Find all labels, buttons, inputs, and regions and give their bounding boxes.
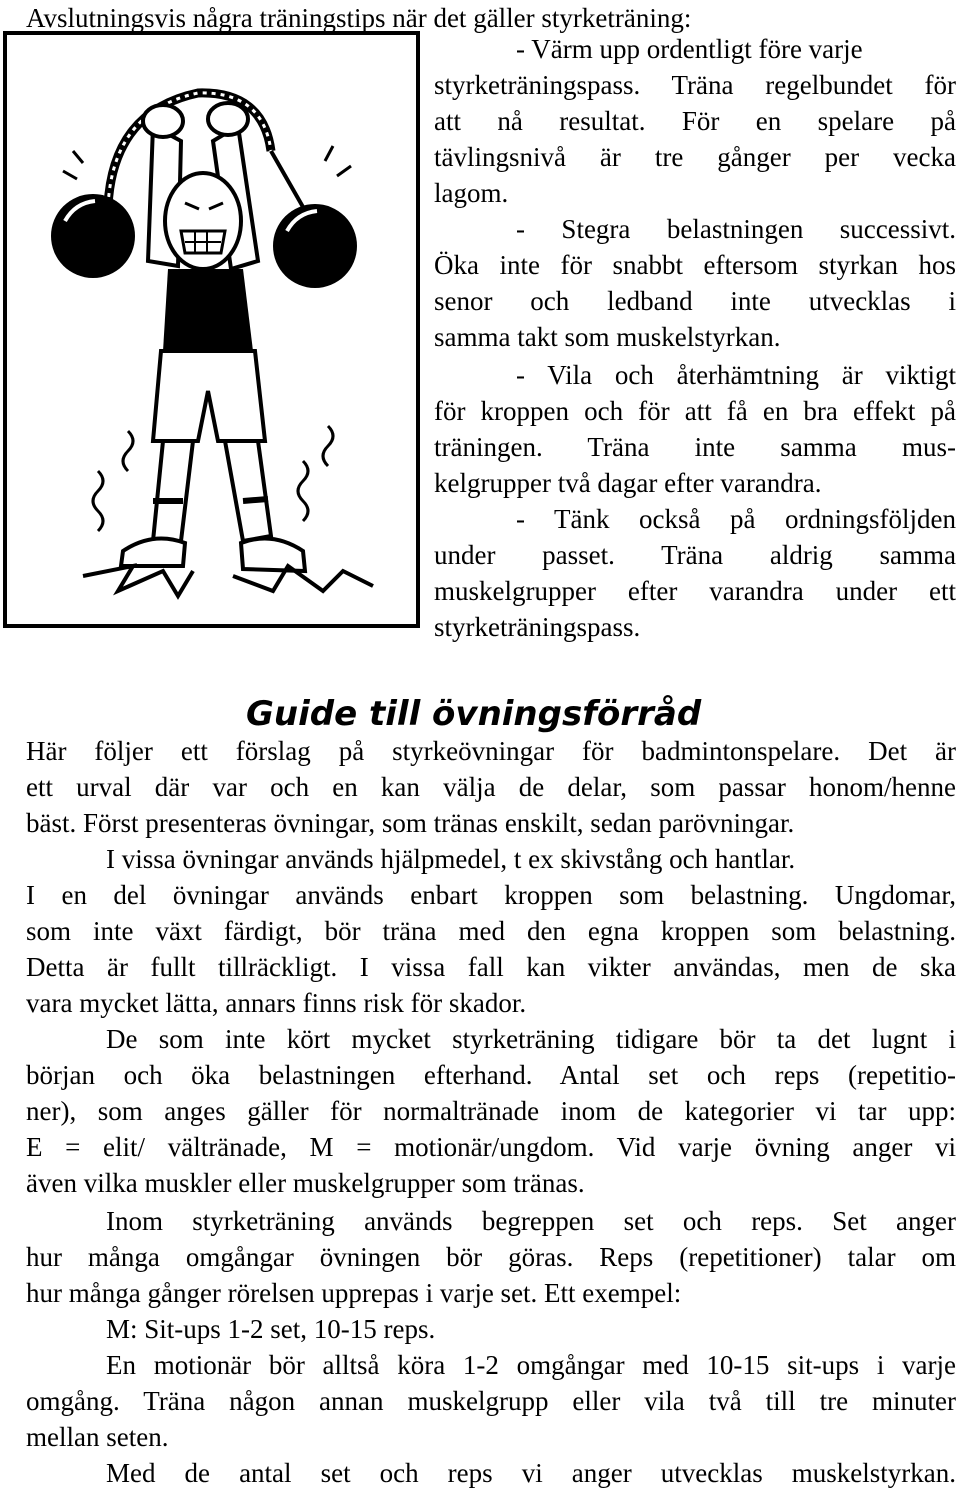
body-line: Med de antal set och reps vi anger utvecklas muskelstyrkan. [106, 1458, 956, 1488]
body-line: Inom styrketräning används begreppen set och reps. Set anger [106, 1206, 956, 1236]
tip-line: att nå resultat. För en spelare på [434, 106, 956, 136]
tip-line: för kroppen och för att få en bra effekt på [434, 396, 956, 426]
body-line: början och öka belastningen efterhand. Antal set och reps (repetitio- [26, 1060, 956, 1090]
tip-line: - Värm upp ordentligt före varje [516, 34, 863, 64]
body-line: även vilka muskler eller muskelgrupper som tränas. [26, 1168, 585, 1198]
tip-line: Öka inte för snabbt eftersom styrkan hos [434, 250, 956, 280]
tip-line: lagom. [434, 178, 509, 208]
weightlifter-illustration [3, 31, 420, 628]
tip-line: senor och ledband inte utvecklas i [434, 286, 956, 316]
body-line: vara mycket lätta, annars finns risk för skador. [26, 988, 527, 1018]
body-line: ner), som anges gäller för normaltränade inom de kategorier vi tar upp: [26, 1096, 956, 1126]
body-line: ett urval där var och en kan välja de delar, som passar honom/henne [26, 772, 956, 802]
body-line: E = elit/ vältränade, M = motionär/ungdom. Vid varje övning anger vi [26, 1132, 956, 1162]
tip-line: - Stegra belastningen successivt. [516, 214, 956, 244]
tip-line: - Tänk också på ordningsföljden [516, 504, 956, 534]
body-line: hur många omgångar övningen bör göras. Reps (repetitioner) talar om [26, 1242, 956, 1272]
tip-line: kelgrupper två dagar efter varandra. [434, 468, 822, 498]
body-line: I en del övningar används enbart kroppen som belastning. Ungdomar, [26, 880, 956, 910]
tip-line: tävlingsnivå är tre gånger per vecka [434, 142, 956, 172]
body-line: som inte växt färdigt, bör träna med den egna kroppen som belastning. [26, 916, 956, 946]
body-line: mellan seten. [26, 1422, 169, 1452]
body-line: I vissa övningar används hjälpmedel, t ex skivstång och hantlar. [106, 844, 796, 874]
section-heading: Guide till övningsförråd [246, 694, 702, 734]
tip-line: träningen. Träna inte samma mus- [434, 432, 956, 462]
tip-line: - Vila och återhämtning är viktigt [516, 360, 956, 390]
body-line: M: Sit-ups 1-2 set, 10-15 reps. [106, 1314, 436, 1344]
tip-line: muskelgrupper efter varandra under ett [434, 576, 956, 606]
body-line: Detta är fullt tillräckligt. I vissa fall kan vikter användas, men de ska [26, 952, 956, 982]
tip-line: samma takt som muskelstyrkan. [434, 322, 781, 352]
body-line: En motionär bör alltså köra 1-2 omgångar med 10-15 sit-ups i varje [106, 1350, 956, 1380]
tip-line: styrketräningspass. Träna regelbundet för [434, 70, 956, 100]
intro-text: Avslutningsvis några träningstips när det gäller styrketräning: [26, 3, 692, 33]
body-line: bäst. Först presenteras övningar, som tränas enskilt, sedan parövningar. [26, 808, 795, 838]
body-line: hur många gånger rörelsen upprepas i varje set. Ett exempel: [26, 1278, 682, 1308]
body-line: omgång. Träna någon annan muskelgrupp eller vila två till tre minuter [26, 1386, 956, 1416]
tip-line: styrketräningspass. [434, 612, 641, 642]
body-line: De som inte kört mycket styrketräning tidigare bör ta det lugnt i [106, 1024, 956, 1054]
body-line: Här följer ett förslag på styrkeövningar för badmintonspelare. Det är [26, 736, 956, 766]
tip-line: under passet. Träna aldrig samma [434, 540, 956, 570]
